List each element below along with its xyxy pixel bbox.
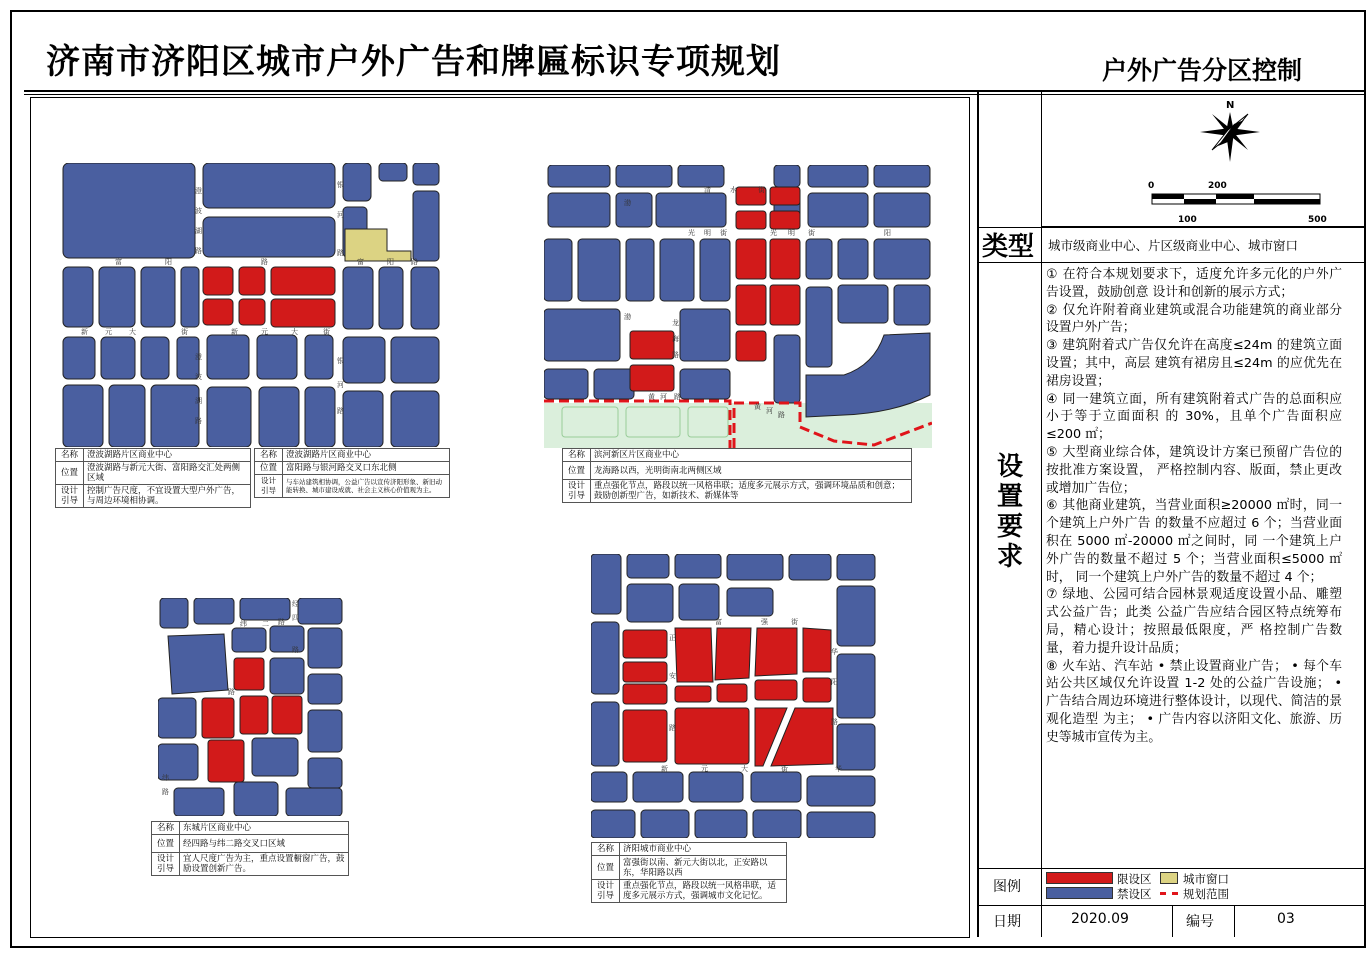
street-label: 街 [758,186,765,194]
requirements-label [995,452,1025,572]
street-label: 龙 [672,319,679,327]
forbidden-block [207,335,249,379]
street-label: 新 [81,328,88,336]
street-label: 富 [357,258,364,266]
street-label: 银 [337,181,344,189]
table-key: 名称 [56,449,84,462]
street-label: 路 [831,718,838,726]
table-value: 澄波湖路片区商业中心 [283,449,450,462]
street-label: 街 [808,229,815,237]
page-title: 济南市济阳区城市户外广告和牌匾标识专项规划 [46,42,781,82]
table-key: 设计引导 [563,480,591,503]
street-label: 湖 [195,397,202,405]
forbidden-block [411,267,439,329]
street-label: 街 [781,765,788,773]
street-label: 四 [292,614,299,622]
street-label: 富 [115,258,122,266]
street-label: 光 [688,229,695,237]
info-table-2 [562,448,912,503]
table-value: 富阳路与银河路交叉口东北侧 [283,462,450,475]
forbidden-block [259,387,299,447]
legend-restricted-label: 限设区 [1117,872,1152,886]
street-label: 富 [715,618,722,626]
table-value: 龙海路以西，光明街南北两侧区域 [591,462,912,480]
table-value: 济阳城市商业中心 [620,843,787,856]
street-label: 水 [730,186,737,194]
legend-boundary-swatch [1160,892,1178,895]
scale-label: 0 [1148,181,1155,191]
row-divider [977,905,1364,906]
street-label: 经 [292,600,299,608]
north-label: N [1226,100,1235,111]
street-label: 新 [231,328,238,336]
street-label: 路 [292,646,299,654]
street-label: 路 [162,788,169,796]
street-label: 街 [791,618,798,626]
scale-label: 100 [1178,215,1197,224]
map-binhe[interactable] [544,165,932,448]
street-label: 路 [411,258,418,266]
table-key: 设计引导 [592,880,620,903]
requirements-label-char: 设 [996,452,1023,482]
col-divider [1172,905,1173,937]
table-key: 名称 [255,449,283,462]
street-label: 路 [261,258,268,266]
forbidden-block [305,335,333,379]
street-label: 路 [672,351,679,359]
forbidden-block [99,267,135,327]
street-label: 强 [761,618,768,626]
street-label: 渤 [624,313,631,321]
date-label: 日期 [993,914,1021,930]
forbidden-block [391,337,439,383]
legend-window-swatch [1160,872,1178,884]
street-label: 黄 [754,403,761,411]
street-label: 澄 [195,353,202,361]
requirement-item: ② 仅允许附着商业建筑或混合功能建筑的商业部分设置户外广告； [1046,302,1342,336]
table-key: 位置 [152,835,180,853]
street-label: 大 [291,328,298,336]
map-chengbohu[interactable] [61,163,441,447]
map-jiyang-center[interactable] [591,554,876,838]
table-value: 富强街以南、新元大街以北，正安路以东，华阳路以西 [620,856,787,880]
table-value: 滨河新区片区商业中心 [591,449,912,462]
requirement-item: ⑦ 绿地、公园可结合园林景观适度设置小品、雕塑式公益广告；此类 公益广告应结合园区特点统筹布局，精心设计；按照最低限度，严 格控制广告数量，着力提升设计品质； [1046,587,1342,656]
street-label: 路 [228,688,235,696]
table-key: 位置 [592,856,620,880]
requirements-label-char: 置 [996,482,1023,512]
street-label: 大 [129,328,136,336]
street-label: 阳 [165,258,172,266]
requirement-item: ① 在符合本规划要求下，适度允许多元化的户外广告设置，鼓励创意 设计和创新的展示方式； [1046,267,1342,300]
table-key: 名称 [152,822,180,835]
date-value: 2020.09 [1071,911,1129,927]
scale-label: 500 [1308,215,1327,224]
restricted-block [271,267,335,295]
col-divider [1041,905,1042,937]
street-label: 路 [674,393,681,401]
type-label: 类型 [982,232,1035,262]
street-label: 街 [323,328,330,336]
requirement-item: ⑤ 大型商业综合体，建筑设计方案已预留广告位的按批准方案设置， 严格控制内容、版面，禁止更改或增加广告位； [1046,444,1342,496]
forbidden-block [141,337,169,379]
street-label: 渤 [624,199,631,207]
restricted-block [203,267,233,295]
forbidden-block [207,387,251,447]
street-label: 大 [741,765,748,773]
street-label: 阳 [884,229,891,237]
number-value: 03 [1277,911,1295,927]
requirement-item: ③ 建筑附着式广告仅允许在高度≤24m 的建筑立面设置；其中，高层 建筑有裙房且≤24m 的应优先在裙房设置； [1046,338,1342,389]
street-label: 黄 [648,393,655,401]
street-label: 波 [195,373,202,381]
street-label: 河 [660,393,667,401]
forbidden-block [151,385,199,447]
street-label: 正 [669,634,676,642]
forbidden-block [413,163,439,185]
forbidden-block [257,335,297,379]
legend-forbidden-label: 禁设区 [1117,887,1152,901]
forbidden-block [343,267,373,329]
forbidden-block [391,391,439,447]
sheet-subtitle: 户外广告分区控制 [1102,56,1303,85]
legend-label: 图例 [993,879,1021,895]
col-divider [1041,868,1042,905]
legend-forbidden-swatch [1046,887,1113,899]
street-label: 阳 [831,678,838,686]
table-value: 东城片区商业中心 [180,822,349,835]
table-key: 设计引导 [152,853,180,876]
table-key: 位置 [255,462,283,475]
requirements-label-char: 求 [996,542,1023,572]
street-label: 路 [669,724,676,732]
forbidden-block [379,163,407,181]
info-table-4 [591,842,787,903]
col-divider [1234,905,1235,937]
info-table-3 [151,821,349,876]
requirement-item: ⑧ 火车站、汽车站 • 禁止设置商业广告； • 每个车站公共区域仅允许设置 1-2 处的公益广告设施； • 广告结合周边环境进行整体设计，以现代、简洁的景观化造型 为主； • 广告内容以济阳文化、旅游、历史等城市宣传为主。 [1046,658,1342,745]
forbidden-block [109,385,145,447]
street-label: 银 [337,357,344,365]
scale-label: 200 [1208,181,1227,191]
restricted-block [239,267,265,295]
forbidden-block [63,385,103,447]
street-label: 清 [704,186,711,194]
street-label: 路 [778,411,785,419]
street-label: 安 [669,672,676,680]
forbidden-block [413,191,439,261]
type-value: 城市级商业中心、片区级商业中心、城市窗口 [1048,238,1299,253]
requirements-label-char: 要 [996,512,1023,542]
row-divider [977,262,1364,263]
street-label: 明 [704,229,711,237]
requirement-item: ⑥ 其他商业建筑，当营业面积≥20000 ㎡时，同一个建筑上户外广告 的数量不应超过 6 个；当营业面积在 5000 ㎡-20000 ㎡之间时，同 一个建筑上户外广告的数量不超过 5 个；当营业面积≤5000 ㎡时， 同一个建筑上户外广告的数量不超过 4 个； [1046,498,1342,585]
street-label: 街 [720,229,727,237]
forbidden-block [379,267,403,329]
street-label: 光 [770,229,777,237]
street-label: 新 [661,765,668,773]
street-label: 路 [195,417,202,425]
forbidden-block [141,267,175,327]
forbidden-block [63,337,95,379]
street-label: 湖 [195,227,202,235]
table-value: 澄波湖路与新元大街、富阳路交汇处两侧区域 [84,462,251,485]
street-label: 路 [337,407,344,415]
legend-boundary-label: 规划范围 [1183,887,1229,901]
table-value: 控制广告尺度，不宜设置大型户外广告，与周边环境相协调。 [84,485,251,508]
street-label: 河 [337,211,344,219]
map-dongcheng[interactable] [158,598,344,816]
table-value: 重点强化节点，路段以统一风格串联；适度多元展示方式，强调环境品质和创意；鼓励创新型广告，如新技术、新媒体等 [591,480,912,503]
table-key: 名称 [592,843,620,856]
info-table-1a [55,448,251,508]
legend-restricted-swatch [1046,872,1113,884]
street-label: 华 [835,765,842,773]
forbidden-block [305,387,335,447]
number-label: 编号 [1186,914,1214,930]
col-divider [1041,227,1042,868]
forbidden-block [181,267,199,327]
requirement-item: ④ 同一建筑立面，所有建筑附着式广告的总面积应小于等于立面面积 的 30%，且单个广告面积应≤200 ㎡； [1046,391,1342,443]
table-key: 位置 [563,462,591,480]
street-label: 海 [672,335,679,343]
street-label: 街 [181,328,188,336]
table-key: 位置 [56,462,84,485]
table-value: 与车站建筑相协调，公益广告以宣传济阳形象、新旧动能转换、城市建设成就、社会主义核心价值观为主。 [283,475,450,498]
street-label: 河 [337,381,344,389]
street-label: 路 [195,247,202,255]
table-value: 澄波湖路片区商业中心 [84,449,251,462]
forbidden-block [63,267,93,327]
forbidden-block [203,217,335,257]
street-label: 明 [788,229,795,237]
requirements-list [1046,266,1342,747]
row-divider [977,868,1364,869]
forbidden-block [343,391,383,447]
north-arrow-scale [1146,96,1332,224]
table-key: 名称 [563,449,591,462]
table-value: 经四路与纬二路交叉口区域 [180,835,349,853]
street-label: 元 [105,328,112,336]
street-label: 华 [831,648,838,656]
restricted-block [203,299,233,325]
table-value: 宜人尺度广告为主，重点设置橱窗广告，鼓励设置创新广告。 [180,853,349,876]
forbidden-block [343,337,385,383]
street-label: 路 [337,249,344,257]
street-label: 纬 [162,774,169,782]
info-table-1b [254,448,450,498]
table-value: 重点强化节点，路段以统一风格串联，适度多元展示方式，强调城市文化记忆。 [620,880,787,903]
row-divider [977,227,1364,228]
table-key: 设计引导 [56,485,84,508]
forbidden-block [203,163,335,208]
street-label: 阳 [387,258,394,266]
street-label: 河 [766,407,773,415]
table-key: 设计引导 [255,475,283,498]
restricted-block [239,299,265,325]
compass-rose-icon [1200,112,1260,162]
forbidden-block [343,163,371,201]
restricted-block [271,299,335,327]
street-label: 元 [261,328,268,336]
street-label: 澄 [195,187,202,195]
legend-window-label: 城市窗口 [1183,872,1229,886]
forbidden-block [101,337,135,379]
street-label: 路 [278,618,285,626]
street-label: 元 [701,765,708,773]
street-label: 波 [195,207,202,215]
forbidden-block [63,163,195,258]
street-label: 二 [262,620,269,628]
street-label: 纬 [240,620,247,628]
